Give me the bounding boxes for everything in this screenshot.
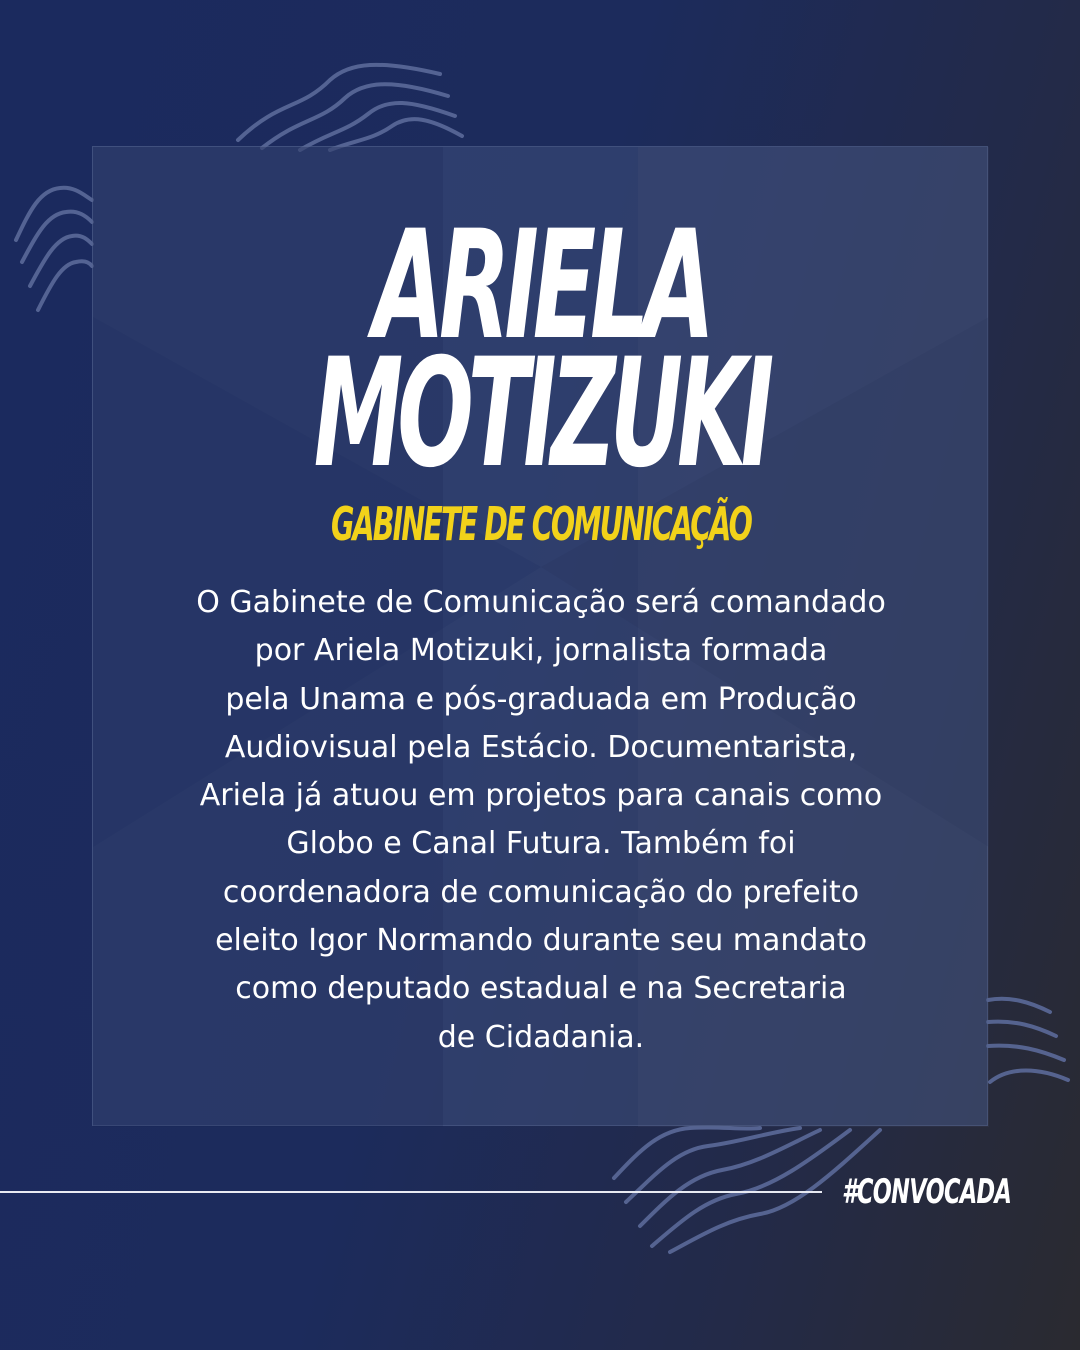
bio-line: de Cidadania. [437, 1019, 645, 1055]
bio-line: por Ariela Motizuki, jornalista formada [254, 633, 828, 669]
footer-divider [0, 1191, 822, 1193]
bio-line: O Gabinete de Comunicação será comandado [196, 585, 886, 620]
bio-line: pela Unama e pós-graduada em Produção [225, 681, 857, 717]
name-first: ARIELA [373, 199, 709, 373]
bio-line: eleito Igor Normando durante seu mandato [215, 923, 867, 959]
bio-line: Audiovisual pela Estácio. Documentarista, [224, 729, 858, 765]
role-title: GABINETE DE COMUNICAÇÃO [330, 497, 752, 551]
bio-line: Globo e Canal Futura. Também foi [286, 826, 796, 862]
content-card [92, 146, 988, 1126]
bio-line: coordenadora de comunicação do prefeito [222, 874, 860, 910]
name-last: MOTIZUKI [313, 327, 769, 501]
bio-line: Ariela já atuou em projetos para canais como [199, 778, 883, 814]
bio-paragraph [121, 579, 961, 1062]
bio-line: como deputado estadual e na Secretaria [235, 971, 847, 1007]
footer-hashtag: #CONVOCADA [842, 1172, 1012, 1212]
